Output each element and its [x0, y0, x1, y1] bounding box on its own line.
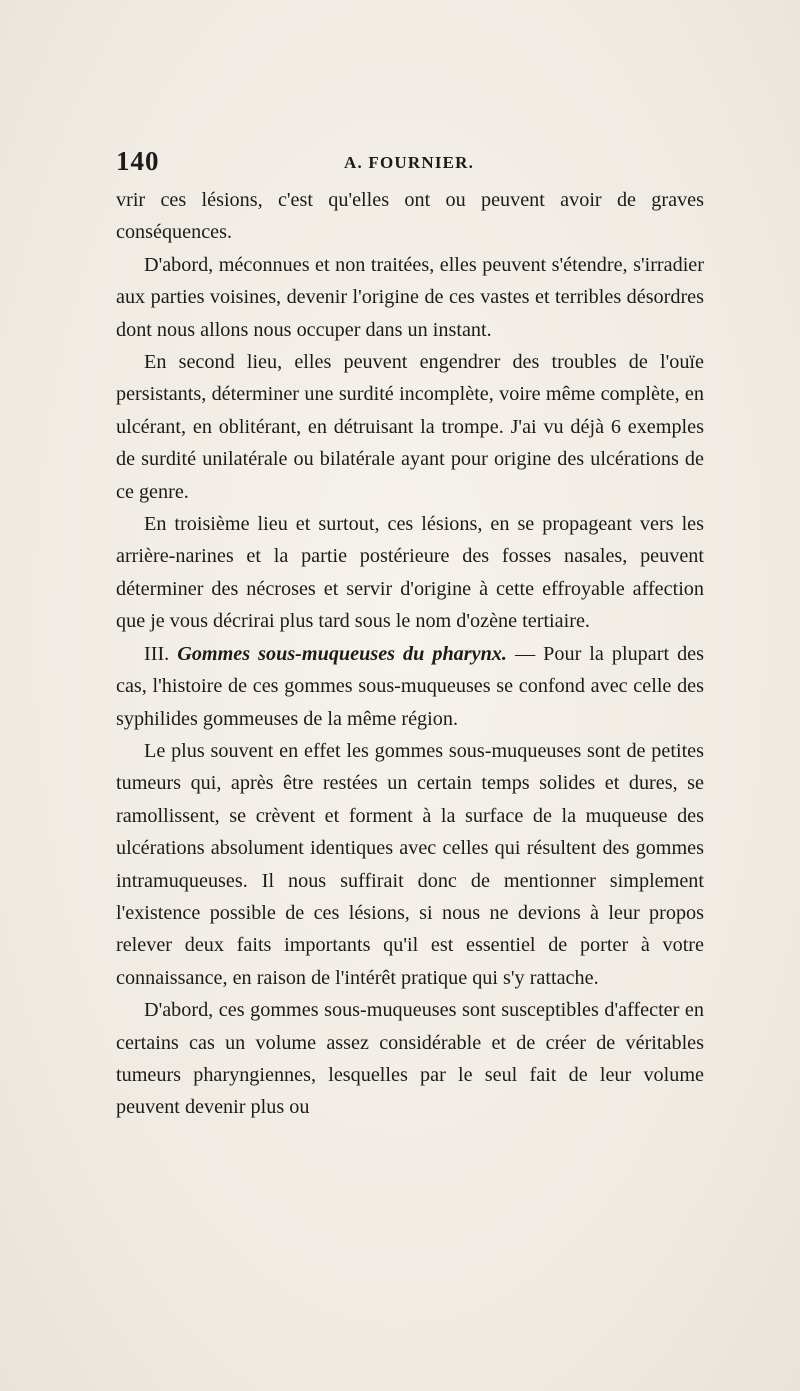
page-number: 140 — [116, 146, 160, 176]
paragraph: Le plus souvent en effet les gommes sous-muqueuses sont de petites tumeurs qui, après être restées un certain temps solides et dures, se ramollissent, se crèvent et forment à la surface de la muqueuse des ulcérations absolument identiques avec celles qui résultent des gommes intramuqueuses. Il nous suffirait donc de mentionner simplement l'existence possible de ces lésions, si nous ne devions à leur propos relever deux faits importants qu'il est essentiel de porter à votre connaissance, en raison de l'intérêt pratique qui s'y rattache. — [116, 739, 704, 989]
paragraph: En second lieu, elles peuvent engendrer des troubles de l'ouïe persistants, déterminer une surdité incomplète, voire même complète, en ulcérant, en oblitérant, en détruisant la trompe. J'ai vu déjà 6 exemples de surdité unilatérale ou bilatérale ayant pour origine des ulcérations de ce genre. — [116, 351, 704, 503]
paragraph: D'abord, méconnues et non traitées, elles peuvent s'étendre, s'irradier aux parties voisines, devenir l'origine de ces vastes et terribles désordres dont nous allons nous occuper dans un instant. — [116, 253, 704, 341]
body-text — [116, 184, 704, 1124]
paragraph: D'abord, ces gommes sous-muqueuses sont susceptibles d'affecter en certains cas un volume assez considérable et de créer de véritables tumeurs pharyngiennes, lesquelles par le seul fait de leur volume peuvent devenir plus ou — [116, 999, 704, 1119]
paragraph: En troisième lieu et surtout, ces lésions, en se propageant vers les arrière-narines et la partie postérieure des fosses nasales, peuvent déterminer des nécroses et servir d'origine à cette effroyable affection que je vous décrirai plus tard sous le nom d'ozène tertiaire. — [116, 513, 704, 633]
page-header — [116, 146, 706, 176]
running-head: A. FOURNIER. — [344, 153, 475, 172]
section-paragraph — [116, 638, 704, 735]
section-numeral: III. — [144, 642, 170, 665]
section-text: — Pour la plupart des cas, l'histoire de ces gommes sous-muqueuses se confond avec celle des syphilides gommeuses de la même région. — [116, 642, 704, 730]
section-title: Gommes sous-muqueuses du pharynx. — [177, 642, 507, 665]
paragraph-continuation: vrir ces lésions, c'est qu'elles ont ou peuvent avoir de graves conséquences. — [116, 189, 704, 244]
